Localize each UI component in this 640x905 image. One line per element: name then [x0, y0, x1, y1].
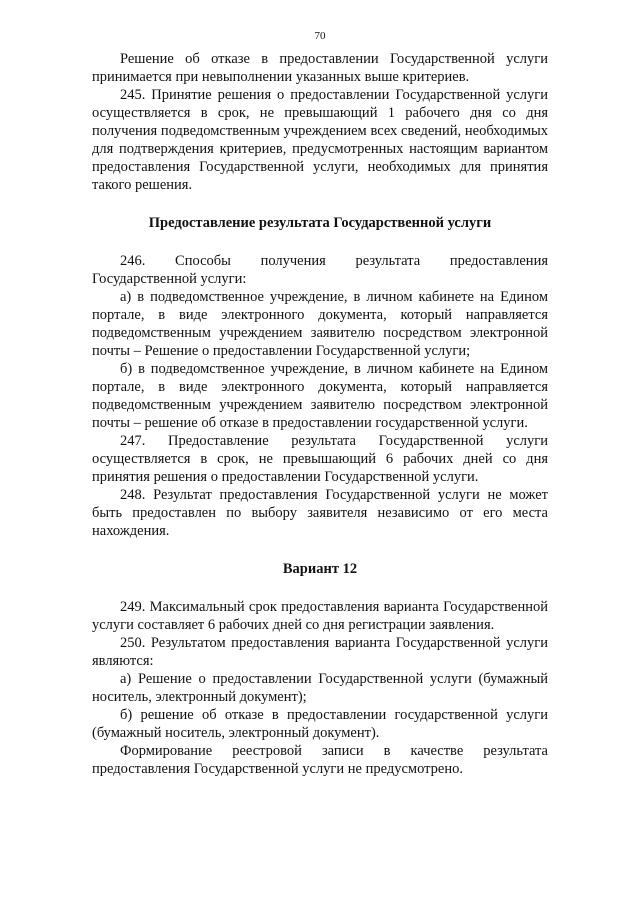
paragraph: а) Решение о предоставлении Государственной услуги (бумажный носитель, электронный документ); — [92, 671, 548, 705]
paragraph: 248. Результат предоставления Государственной услуги не может быть предоставлен по выбору заявителя независимо от его места нахождения. — [92, 487, 548, 539]
paragraph: 250. Результатом предоставления варианта Государственной услуги являются: — [92, 635, 548, 669]
paragraph: 247. Предоставление результата Государственной услуги осуществляется в срок, не превышающий 6 рабочих дней со дня принятия решения о предоставлении Государственной услуги. — [92, 433, 548, 485]
paragraph: 249. Максимальный срок предоставления варианта Государственной услуги составляет 6 рабочих дней со дня регистрации заявления. — [92, 599, 548, 633]
paragraph: Формирование реестровой записи в качестве результата предоставления Государственной услуги не предусмотрено. — [92, 743, 548, 777]
paragraph: Решение об отказе в предоставлении Государственной услуги принимается при невыполнении указанных выше критериев. — [92, 51, 548, 85]
paragraph: б) в подведомственное учреждение, в личном кабинете на Едином портале, в виде электронного документа, который направляется подведомственным учреждением заявителю посредством электронной почты – решение об отказе в предоставлении государственной услуги. — [92, 361, 548, 431]
paragraph: а) в подведомственное учреждение, в личном кабинете на Едином портале, в виде электронного документа, который направляется подведомственным учреждением заявителю посредством электронной почты – Решение о предоставлении Государственной услуги; — [92, 289, 548, 359]
paragraph: 245. Принятие решения о предоставлении Государственной услуги осуществляется в срок, не превышающий 1 рабочего дня со дня получения подведомственным учреждением всех сведений, необходимых для подтверждения критериев, предусмотренных настоящим вариантом предоставления Государственной услуги, необходимых для принятия такого решения. — [92, 87, 548, 193]
page-number: 70 — [314, 30, 326, 42]
document-body — [92, 50, 548, 778]
section-heading: Предоставление результата Государственной услуги — [148, 215, 492, 231]
paragraph: б) решение об отказе в предоставлении государственной услуги (бумажный носитель, электронный документ). — [92, 707, 548, 741]
section-heading: Вариант 12 — [282, 561, 358, 577]
paragraph: 246. Способы получения результата предоставления Государственной услуги: — [92, 253, 548, 287]
